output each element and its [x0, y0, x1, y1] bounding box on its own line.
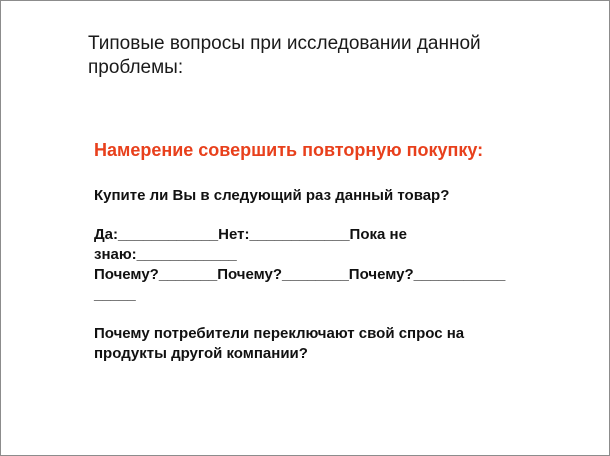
- slide-content: [94, 138, 564, 364]
- question-switching-line-1: Почему потребители переключают свой спрос на: [94, 325, 465, 342]
- answer-line-1: Да:____________Нет:____________Пока не: [94, 226, 407, 243]
- question-switching-line-2: продукты другой компании?: [94, 345, 308, 362]
- section-heading: Намерение совершить повторную покупку:: [94, 140, 484, 160]
- question-switching: [94, 324, 564, 364]
- answer-options: [94, 225, 564, 305]
- question-repeat-purchase: Купите ли Вы в следующий раз данный товар?: [94, 187, 450, 204]
- slide-title: Типовые вопросы при исследовании данной проблемы:: [88, 33, 481, 78]
- answer-line-2: знаю:____________: [94, 246, 237, 263]
- why-line-1: Почему?_______Почему?________Почему?___________: [94, 266, 506, 283]
- why-line-2: _____: [94, 286, 136, 303]
